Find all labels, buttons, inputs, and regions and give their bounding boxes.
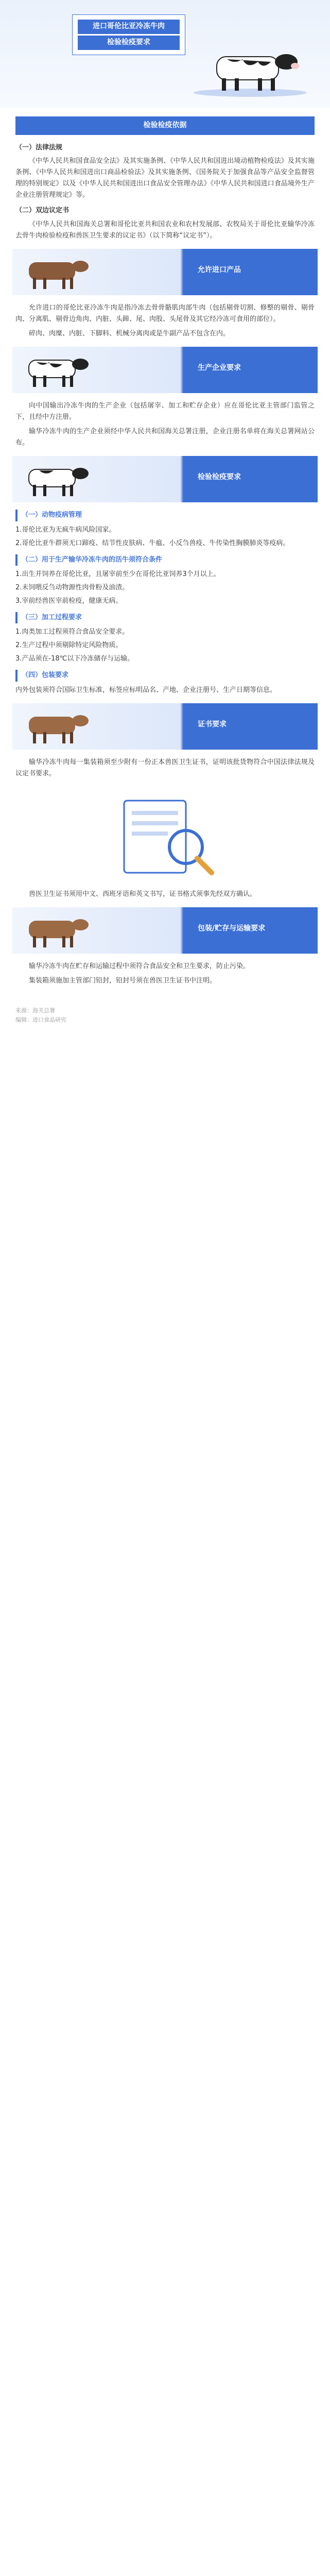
section-title-inspection: 检验检疫要求: [198, 473, 241, 482]
section-enterprise: [0, 400, 330, 449]
products-para-1: 允许进口的哥伦比亚冷冻牛肉是指冷冻去骨骨骼肌肉部牛肉（包括剔骨切割、修整的剔骨、剔骨肉、分离肌、剔骨边角肉、内脏、头蹄、尾、肉股、头尾骨及其它经冷冻可食用的部位）。: [15, 303, 315, 323]
footer: [0, 999, 330, 1035]
header: [0, 0, 330, 108]
inspection-sub-2-item-2: 2.未饲喂反刍动物源性肉骨粉及油渣。: [15, 583, 129, 591]
section-banner-products: [12, 249, 318, 295]
cow-icon-3: [19, 459, 96, 500]
basis-para-protocol: 《中华人民共和国海关总署和哥伦比亚共和国农业和农村发展部、农牧局关于哥伦比亚输华冷冻去骨牛肉检验检疫和兽医卫生要求的议定书》（以下简称“议定书”）。: [15, 220, 315, 240]
basis-sub-heading-protocol: （二）双边议定书: [15, 207, 70, 215]
section-title-certificate: 证书要求: [198, 720, 227, 728]
certificate-para-2: 兽医卫生证书须用中文、西班牙语和英文书写，证书格式须事先经双方确认。: [29, 890, 257, 898]
basis-para-laws: 《中华人民共和国食品安全法》及其实施条例、《中华人民共和国进出境动植物检疫法》及其实施条例、《中华人民共和国进出口商品检验法》及其实施条例、《国务院关于加强食品等产品安全监督管理的特别规定》以及《中华人民共和国进出口食品安全管理办法》《中华人民共和国进口食品境外生产企业注册管理规定》等。: [15, 157, 315, 199]
basis-sub-heading-laws: （一）法律法规: [15, 144, 63, 151]
inspection-sub-1-item-1: 1.哥伦比亚为无疯牛病风险国家。: [15, 526, 116, 534]
products-para-2: 碎肉、肉糜、内脏、下脚料、机械分离肉或是牛副产品不包含在内。: [29, 329, 230, 337]
inspection-sub-3-item-1: 1.肉类加工过程须符合食品安全要求。: [15, 628, 129, 636]
inspection-sub-3-title: （三）加工过程要求: [15, 612, 315, 623]
certificate-illustration: [31, 788, 299, 880]
section-banner-inspection: [12, 456, 318, 502]
header-title-line1: 进口哥伦比亚冷冻牛肉: [78, 20, 180, 34]
inspection-sub-2-title: （二）用于生产输华冷冻牛肉的活牛须符合条件: [15, 554, 315, 566]
enterprise-para-2: 输华冷冻牛肉的生产企业须经中华人民共和国海关总署注册，企业注册名单将在海关总署网站公布。: [15, 428, 315, 447]
section-title-products: 允许进口产品: [198, 265, 241, 274]
section-banner-basis: [15, 116, 315, 135]
section-basis: [0, 142, 330, 242]
header-title-box: [72, 14, 185, 55]
inspection-sub-4-title: （四）包装要求: [15, 670, 315, 681]
section-certificate: [0, 757, 330, 900]
certificate-para-1: 输华冷冻牛肉每一集装箱须至少附有一份正本兽医卫生证书，证明该批货物符合中国法律法规及议定书要求。: [15, 758, 315, 777]
section-banner-certificate: [12, 703, 318, 750]
storage-para-2: 集装箱须施加主管部门铅封，铅封号须在兽医卫生证书中注明。: [29, 977, 217, 985]
header-title-line2: 检验检疫要求: [78, 36, 180, 50]
inspection-sub-4-item-1: 内外包装须符合国际卫生标准，标签应标明品名、产地、企业注册号、生产日期等信息。: [15, 686, 277, 694]
footer-editor: 编辑：进口食品研究: [15, 1016, 66, 1023]
section-storage: [0, 961, 330, 987]
inspection-sub-2-item-1: 1.出生并饲养在哥伦比亚，且屠宰前至少在哥伦比亚饲养3个月以上。: [15, 570, 220, 578]
page: [0, 0, 330, 1035]
cow-illustration-icon: [186, 36, 315, 98]
enterprise-para-1: 向中国输出冷冻牛肉的生产企业（包括屠宰、加工和贮存企业）应在哥伦比亚主管部门监管之下，且经中方注册。: [15, 402, 315, 421]
inspection-sub-3-item-2: 2.生产过程中须剔除特定风险物质。: [15, 641, 123, 650]
section-inspection: [0, 510, 330, 696]
inspection-sub-1-title: （一）动物疫病管理: [15, 510, 315, 521]
cow-icon-5: [19, 910, 96, 952]
section-products: [0, 302, 330, 340]
inspection-sub-3-item-3: 3.产品须在-18℃以下冷冻储存与运输。: [15, 655, 134, 663]
storage-para-1: 输华冷冻牛肉在贮存和运输过程中须符合食品安全和卫生要求，防止污染。: [29, 962, 250, 970]
footer-source: 来源：海关总署: [15, 1007, 55, 1014]
inspection-sub-2-item-3: 3.宰前经兽医宰前检疫，健康无病。: [15, 597, 123, 605]
cow-icon: [19, 252, 96, 293]
section-title-storage: 包装/贮存与运输要求: [198, 924, 266, 933]
inspection-sub-1-item-2: 2.哥伦比亚牛群须无口蹄疫、结节性皮肤病、牛瘟、小反刍兽疫、牛传染性胸膜肺炎等疫病。: [15, 539, 290, 547]
cow-icon-4: [19, 706, 96, 748]
certificate-icon: [109, 790, 222, 878]
section-banner-storage: [12, 907, 318, 954]
section-title-enterprise: 生产企业要求: [198, 364, 241, 372]
section-title-basis: 检验检疫依据: [143, 121, 187, 130]
section-banner-enterprise: [12, 347, 318, 393]
cow-icon-2: [19, 350, 96, 391]
